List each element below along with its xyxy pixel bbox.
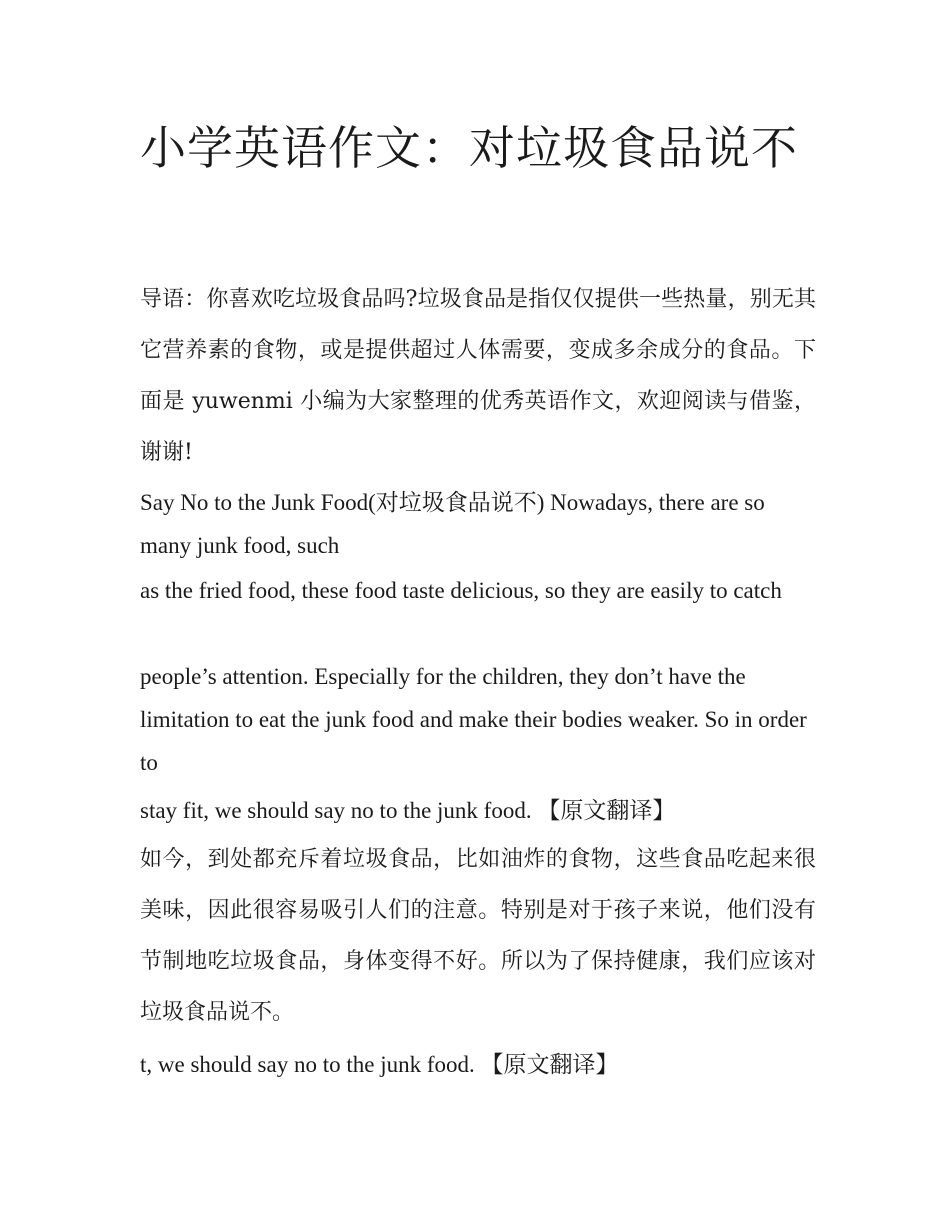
essay-tail-paragraph: t, we should say no to the junk food. 【原文翻译】 (140, 1052, 619, 1077)
translation-paragraph: 如今，到处都充斥着垃圾食品，比如油炸的食物，这些食品吃起来很美味，因此很容易吸引人们的注意。特别是对于孩子来说，他们没有节制地吃垃圾食品，身体变得不好。所以为了保持健康，我们应该对垃圾食品说不。 (140, 847, 816, 1025)
intro-paragraph: 导语：你喜欢吃垃圾食品吗?垃圾食品是指仅仅提供一些热量，别无其它营养素的食物，或是提供超过人体需要，变成多余成分的食品。下面是 yuwenmi 小编为大家整理的优秀英语作文，欢迎阅读与借鉴，谢谢! (140, 287, 816, 465)
essay-paragraph-4: stay fit, we should say no to the junk food. 【原文翻译】 (140, 798, 676, 823)
document-title: 小学英语作文：对垃圾食品说不 (140, 121, 798, 175)
essay-paragraph-3: people’s attention. Especially for the children, they don’t have the limitation to eat the junk food and make their bodies weaker. So in order to (140, 664, 807, 775)
essay-paragraph-2: as the fried food, these food taste delicious, so they are easily to catch (140, 578, 782, 603)
essay-paragraph-1: Say No to the Junk Food(对垃圾食品说不) Nowadays, there are so many junk food, such (140, 490, 765, 558)
